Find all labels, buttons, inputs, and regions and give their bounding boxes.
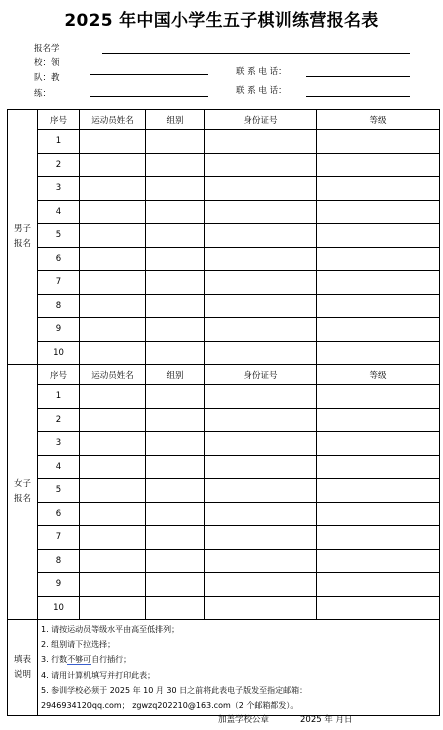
group-cell[interactable] — [146, 153, 205, 177]
coach-name-field[interactable] — [90, 96, 208, 97]
name-cell[interactable] — [80, 408, 146, 432]
level-cell[interactable] — [317, 341, 440, 365]
row-number: 8 — [38, 294, 80, 318]
group-cell[interactable] — [146, 294, 205, 318]
table-row — [8, 479, 440, 503]
table-row — [8, 455, 440, 479]
note-item-5: 5. 参训学校必须于 2025 年 10 月 30 日之前将此表电子版发至指定邮箱： — [41, 685, 308, 695]
boys-label-line1: 男子 — [13, 224, 31, 234]
row-number: 1 — [38, 130, 80, 154]
name-cell[interactable] — [80, 385, 146, 409]
notes-label — [8, 620, 38, 716]
group-cell[interactable] — [146, 502, 205, 526]
leader-name-field[interactable] — [90, 74, 208, 75]
coach-label-line1: 队：教 — [34, 73, 60, 83]
table-row — [8, 271, 440, 295]
table-row — [8, 432, 440, 456]
col-header-level: 等级 — [317, 110, 440, 130]
col-header-group: 组别 — [146, 110, 205, 130]
group-cell[interactable] — [146, 526, 205, 550]
boys-header-row — [8, 110, 440, 130]
name-cell[interactable] — [80, 341, 146, 365]
id-cell[interactable] — [205, 596, 317, 620]
note-item-1: 1. 请按运动员等级水平由高至低排列； — [41, 625, 180, 634]
group-cell[interactable] — [146, 549, 205, 573]
boys-section-label — [8, 110, 38, 365]
level-cell[interactable] — [317, 455, 440, 479]
col-header-id: 身份证号 — [205, 110, 317, 130]
id-cell[interactable] — [205, 408, 317, 432]
level-cell[interactable] — [317, 502, 440, 526]
spellcheck-underline: 不够可 — [67, 655, 92, 665]
level-cell[interactable] — [317, 177, 440, 201]
row-number: 5 — [38, 224, 80, 248]
col-header-level: 等级 — [317, 365, 440, 385]
school-name-field[interactable] — [102, 53, 410, 54]
level-cell[interactable] — [317, 224, 440, 248]
group-cell[interactable] — [146, 318, 205, 342]
form-title: 2025 年中国小学生五子棋训练营报名表 — [64, 11, 379, 31]
id-cell[interactable] — [205, 224, 317, 248]
level-cell[interactable] — [317, 294, 440, 318]
notes-content — [38, 620, 440, 716]
notes-label-line1: 填表 — [13, 654, 31, 665]
table-row — [8, 200, 440, 224]
id-cell[interactable] — [205, 153, 317, 177]
table-row — [8, 130, 440, 154]
row-number: 7 — [38, 526, 80, 550]
group-cell[interactable] — [146, 573, 205, 597]
row-number: 8 — [38, 549, 80, 573]
level-cell[interactable] — [317, 526, 440, 550]
level-cell[interactable] — [317, 549, 440, 573]
row-number: 2 — [38, 153, 80, 177]
registration-table — [7, 109, 440, 716]
group-cell[interactable] — [146, 130, 205, 154]
name-cell[interactable] — [80, 200, 146, 224]
group-cell[interactable] — [146, 247, 205, 271]
girls-header-row — [8, 365, 440, 385]
row-number: 5 — [38, 479, 80, 503]
row-number: 3 — [38, 177, 80, 201]
col-header-name: 运动员姓名 — [80, 110, 146, 130]
name-cell[interactable] — [80, 479, 146, 503]
name-cell[interactable] — [80, 177, 146, 201]
row-number: 2 — [38, 408, 80, 432]
level-cell[interactable] — [317, 573, 440, 597]
table-row — [8, 247, 440, 271]
row-number: 3 — [38, 432, 80, 456]
group-cell[interactable] — [146, 455, 205, 479]
table-row — [8, 153, 440, 177]
id-cell[interactable] — [205, 341, 317, 365]
row-number: 9 — [38, 318, 80, 342]
table-row — [8, 549, 440, 573]
name-cell[interactable] — [80, 432, 146, 456]
name-cell[interactable] — [80, 271, 146, 295]
row-number: 4 — [38, 455, 80, 479]
girls-section-label — [8, 365, 38, 620]
id-cell[interactable] — [205, 432, 317, 456]
table-row — [8, 596, 440, 620]
group-cell[interactable] — [146, 200, 205, 224]
group-cell[interactable] — [146, 479, 205, 503]
row-number: 1 — [38, 385, 80, 409]
girls-label-line2: 报名 — [13, 494, 31, 504]
date-label: 2025 年 月日 — [300, 715, 353, 725]
row-number: 10 — [38, 596, 80, 620]
note-item-2: 2. 组别请下拉选择； — [41, 640, 116, 650]
girls-label-line1: 女子 — [13, 479, 31, 489]
table-row — [8, 294, 440, 318]
notes-label-line2: 说明 — [13, 669, 31, 680]
name-cell[interactable] — [80, 130, 146, 154]
id-cell[interactable] — [205, 247, 317, 271]
school-label-line1: 报名学 — [34, 44, 60, 54]
id-cell[interactable] — [205, 526, 317, 550]
id-cell[interactable] — [205, 455, 317, 479]
level-cell[interactable] — [317, 432, 440, 456]
table-row — [8, 408, 440, 432]
note-item-4: 4. 请用计算机填写并打印此表； — [41, 670, 156, 680]
row-number: 4 — [38, 200, 80, 224]
school-label-line2: 校：领 — [34, 58, 60, 68]
group-cell[interactable] — [146, 408, 205, 432]
name-cell[interactable] — [80, 502, 146, 526]
table-row — [8, 318, 440, 342]
boys-label-line2: 报名 — [13, 239, 31, 249]
table-row — [8, 341, 440, 365]
level-cell[interactable] — [317, 200, 440, 224]
coach-label-line2: 练： — [34, 89, 52, 99]
table-row — [8, 573, 440, 597]
group-cell[interactable] — [146, 385, 205, 409]
col-header-name: 运动员姓名 — [80, 365, 146, 385]
level-cell[interactable] — [317, 247, 440, 271]
level-cell[interactable] — [317, 318, 440, 342]
note-item-emails: 2946934120qq.com； zgwzq202210@163.com（2 个邮箱都发）。 — [41, 701, 299, 711]
level-cell[interactable] — [317, 596, 440, 620]
col-header-no: 序号 — [38, 110, 80, 130]
id-cell[interactable] — [205, 271, 317, 295]
id-cell[interactable] — [205, 294, 317, 318]
id-cell[interactable] — [205, 479, 317, 503]
coach-phone-field[interactable] — [306, 96, 410, 97]
row-number: 10 — [38, 341, 80, 365]
row-number: 6 — [38, 247, 80, 271]
level-cell[interactable] — [317, 479, 440, 503]
row-number: 9 — [38, 573, 80, 597]
id-cell[interactable] — [205, 200, 317, 224]
id-cell[interactable] — [205, 502, 317, 526]
level-cell[interactable] — [317, 271, 440, 295]
id-cell[interactable] — [205, 177, 317, 201]
row-number: 7 — [38, 271, 80, 295]
id-cell[interactable] — [205, 130, 317, 154]
name-cell[interactable] — [80, 455, 146, 479]
col-header-no: 序号 — [38, 365, 80, 385]
group-cell[interactable] — [146, 432, 205, 456]
id-cell[interactable] — [205, 318, 317, 342]
group-cell[interactable] — [146, 341, 205, 365]
table-row — [8, 385, 440, 409]
id-cell[interactable] — [205, 573, 317, 597]
coach-phone-label: 联 系 电 话： — [236, 86, 287, 96]
name-cell[interactable] — [80, 526, 146, 550]
name-cell[interactable] — [80, 294, 146, 318]
level-cell[interactable] — [317, 408, 440, 432]
table-row — [8, 502, 440, 526]
col-header-group: 组别 — [146, 365, 205, 385]
id-cell[interactable] — [205, 385, 317, 409]
name-cell[interactable] — [80, 573, 146, 597]
row-number: 6 — [38, 502, 80, 526]
name-cell[interactable] — [80, 247, 146, 271]
level-cell[interactable] — [317, 130, 440, 154]
level-cell[interactable] — [317, 153, 440, 177]
school-seal-label: 加盖学校公章 — [218, 715, 270, 725]
group-cell[interactable] — [146, 224, 205, 248]
leader-phone-field[interactable] — [306, 76, 410, 77]
leader-phone-label: 联 系 电 话： — [236, 67, 287, 77]
note-item-3-prefix: 3. 行数 — [41, 655, 68, 665]
name-cell[interactable] — [80, 596, 146, 620]
name-cell[interactable] — [80, 549, 146, 573]
name-cell[interactable] — [80, 318, 146, 342]
level-cell[interactable] — [317, 385, 440, 409]
name-cell[interactable] — [80, 153, 146, 177]
note-item-3-suffix: 自行插行； — [91, 655, 132, 665]
group-cell[interactable] — [146, 271, 205, 295]
id-cell[interactable] — [205, 549, 317, 573]
table-row — [8, 526, 440, 550]
col-header-id: 身份证号 — [205, 365, 317, 385]
name-cell[interactable] — [80, 224, 146, 248]
table-row — [8, 177, 440, 201]
note-item-3 — [41, 652, 436, 667]
notes-row — [8, 620, 440, 716]
table-row — [8, 224, 440, 248]
group-cell[interactable] — [146, 596, 205, 620]
group-cell[interactable] — [146, 177, 205, 201]
